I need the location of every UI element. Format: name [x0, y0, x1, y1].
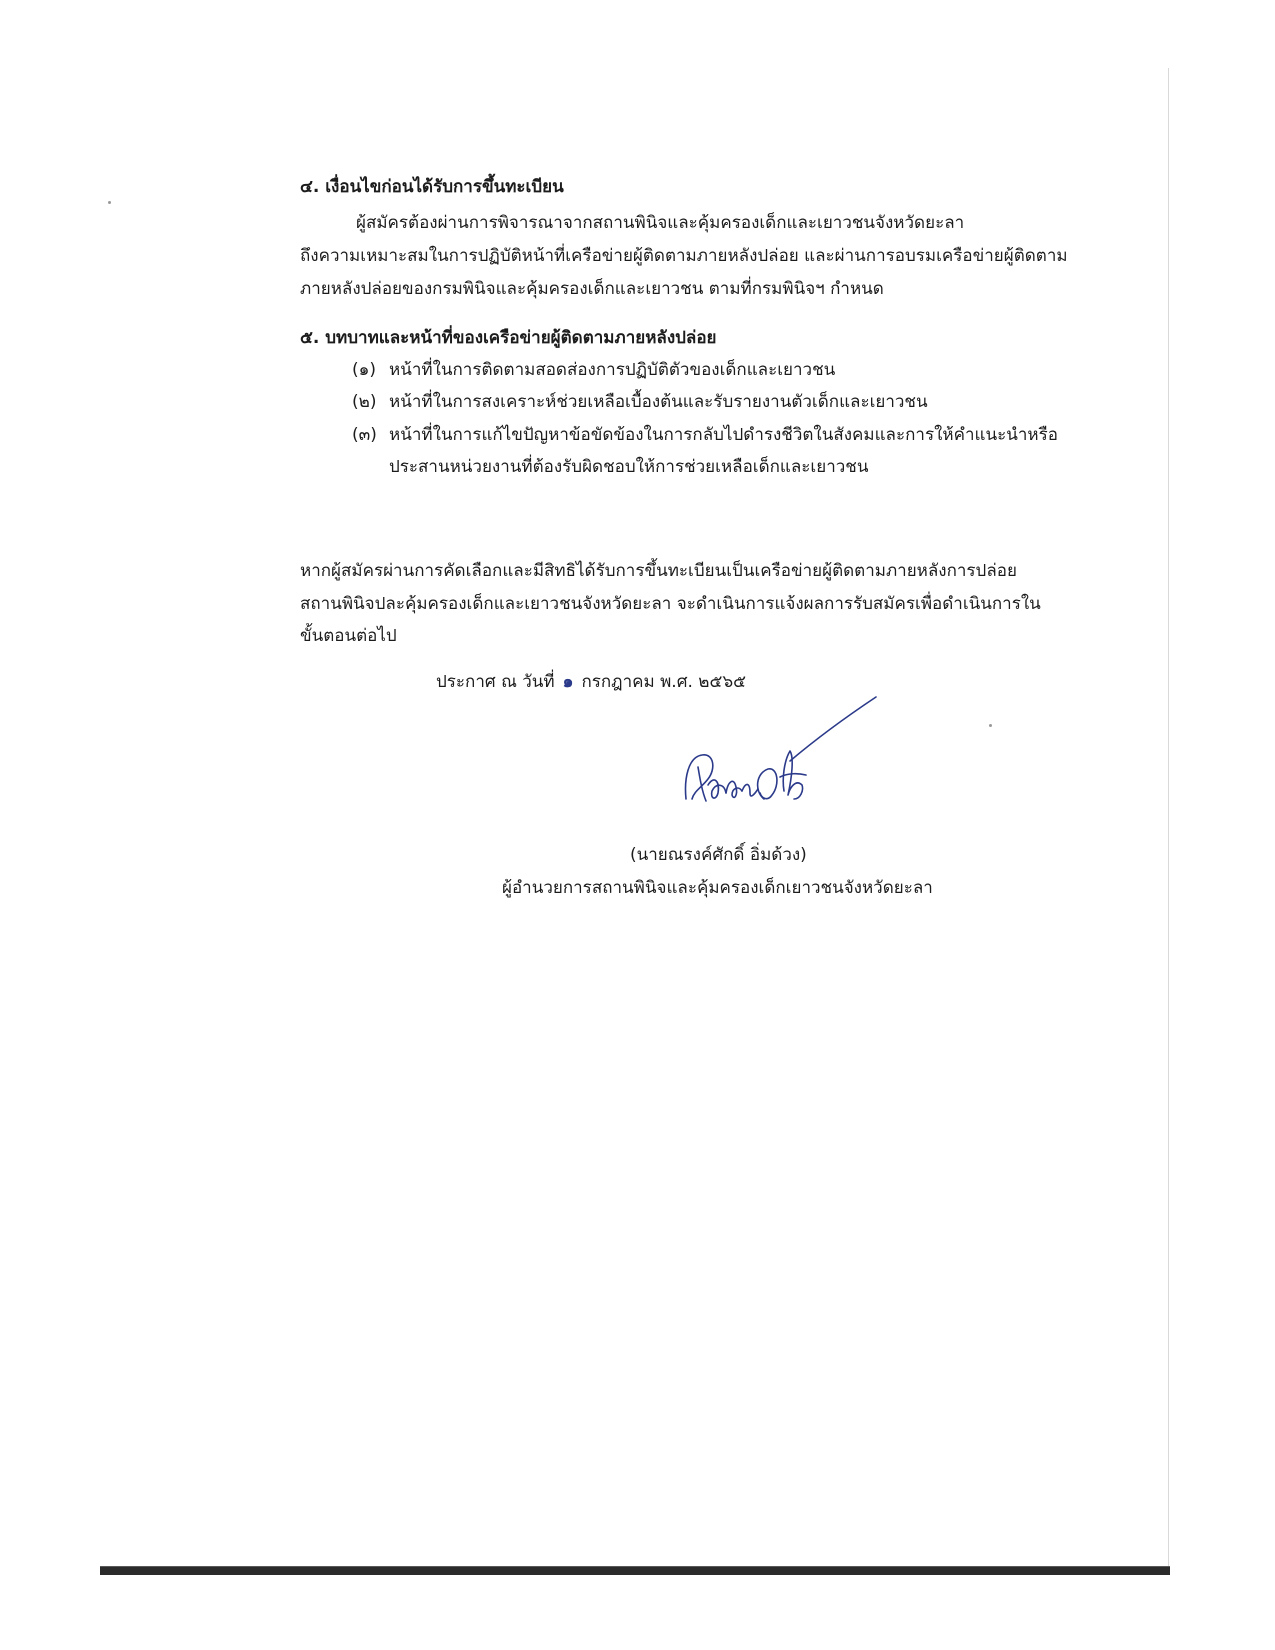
- duty-item: [352, 390, 928, 414]
- announcement-month-year: กรกฎาคม พ.ศ. ๒๕๖๕: [581, 672, 747, 692]
- scan-speck: [989, 724, 992, 727]
- signer-title: ผู้อำนวยการสถานพินิจและคุ้มครองเด็กเยาวชนจังหวัดยะลา: [502, 878, 933, 898]
- scan-edge-bottom: [100, 1566, 1170, 1575]
- duty-item: [352, 358, 835, 382]
- duty-item-number: (๓): [352, 425, 377, 445]
- scan-edge-right: [1168, 68, 1169, 1568]
- scan-speck: [108, 201, 111, 204]
- section4-paragraph-line: ภายหลังปล่อยของกรมพินิจและคุ้มครองเด็กและเยาวชน ตามที่กรมพินิจฯ กำหนด: [300, 279, 884, 299]
- note-line: หากผู้สมัครผ่านการคัดเลือกและมีสิทธิได้รับการขึ้นทะเบียนเป็นเครือข่ายผู้ติดตามภายหลังการปล่อย: [300, 561, 1017, 581]
- section4-heading: ๔. เงื่อนไขก่อนได้รับการขึ้นทะเบียน: [300, 177, 564, 197]
- duty-item-text: หน้าที่ในการสงเคราะห์ช่วยเหลือเบื้องต้นและรับรายงานตัวเด็กและเยาวชน: [389, 392, 928, 412]
- note-line: ขั้นตอนต่อไป: [300, 626, 397, 646]
- announcement-prefix: ประกาศ ณ วันที่: [436, 672, 555, 692]
- handwritten-signature: [680, 695, 880, 825]
- section5-heading: ๕. บทบาทและหน้าที่ของเครือข่ายผู้ติดตามภายหลังปล่อย: [300, 328, 717, 348]
- duty-item-text: หน้าที่ในการติดตามสอดส่องการปฏิบัติตัวของเด็กและเยาวชน: [389, 360, 836, 380]
- duty-item-number: (๒): [352, 392, 377, 412]
- duty-item: [352, 423, 1058, 447]
- announcement-day: ๑: [562, 672, 574, 692]
- announcement-date: [436, 670, 746, 694]
- duty-item-number: (๑): [352, 360, 377, 380]
- duty-item-text: หน้าที่ในการแก้ไขปัญหาข้อขัดข้องในการกลับไปดำรงชีวิตในสังคมและการให้คำแนะนำหรือ: [389, 425, 1058, 445]
- section4-paragraph-line: ถึงความเหมาะสมในการปฏิบัติหน้าที่เครือข่ายผู้ติดตามภายหลังปล่อย และผ่านการอบรมเครือข่ายผู้ติดตาม: [300, 246, 1068, 266]
- duty-item-continuation: ประสานหน่วยงานที่ต้องรับผิดชอบให้การช่วยเหลือเด็กและเยาวชน: [389, 457, 869, 477]
- signer-name: (นายณรงค์ศักดิ์ อิ่มด้วง): [630, 845, 807, 865]
- section4-paragraph-line: ผู้สมัครต้องผ่านการพิจารณาจากสถานพินิจและคุ้มครองเด็กและเยาวชนจังหวัดยะลา: [356, 213, 965, 233]
- note-line: สถานพินิจปละคุ้มครองเด็กและเยาวชนจังหวัดยะลา จะดำเนินการแจ้งผลการรับสมัครเพื่อดำเนินการใน: [300, 594, 1041, 614]
